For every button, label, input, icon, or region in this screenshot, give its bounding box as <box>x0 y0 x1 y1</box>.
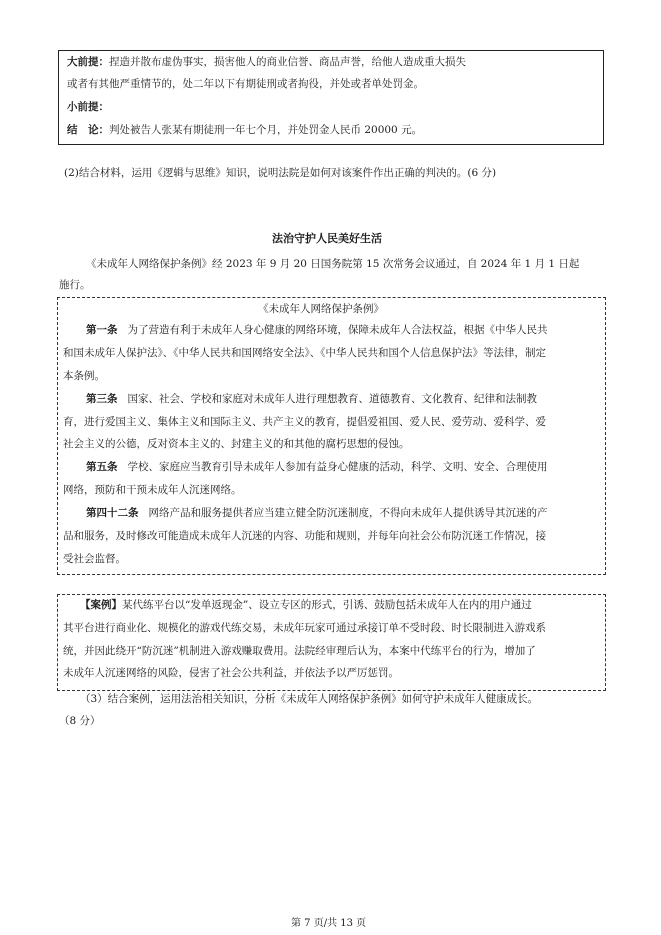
article-5-text-1: 学校、家庭应当教育引导未成年人参加有益身心健康的活动，科学、文明、安全、合理使用 <box>127 461 548 473</box>
case-line4: 未成年人沉迷网络的风险，侵害了社会公共利益，并依法予以严厉惩罚。 <box>63 667 399 679</box>
article-42-label: 第四十二条 <box>86 507 139 519</box>
article-1-text-1: 为了营造有利于未成年人身心健康的网络环境，保障未成年人合法权益，根据《中华人民共 <box>127 324 548 336</box>
case-text-1: 某代练平台以“发单返现金”、设立专区的形式，引诱、鼓励包括未成年人在内的用户通过 <box>122 599 532 611</box>
article-3-text-1: 国家、社会、学校和家庭对未成年人进行理想教育、道德教育、文化教育、纪律和法制教 <box>127 393 538 405</box>
article-5-line2: 网络，预防和干预未成年人沉迷网络。 <box>63 484 242 496</box>
conclusion-line <box>67 123 422 137</box>
article-1-line2: 和国未成年人保护法》、《中华人民共和国网络安全法》、《中华人民共和国个人信息保护法》等法律，制定 <box>63 347 546 359</box>
section-intro-2: 施行。 <box>59 279 91 291</box>
article-3-line2: 育，进行爱国主义、集体主义和国际主义、共产主义的教育，提倡爱祖国、爱人民、爱劳动、爱科学、爱 <box>63 416 546 428</box>
question-3-line2: （8 分） <box>59 715 101 727</box>
major-premise-label: 大前提： <box>67 56 109 68</box>
conclusion-label: 结 论： <box>67 124 109 136</box>
conclusion-text: 判处被告人张某有期徒刑一年七个月，并处罚金人民币 20000 元。 <box>109 124 423 136</box>
case-line1 <box>80 598 532 612</box>
question-3-line1: （3）结合案例，运用法治相关知识，分析《未成年人网络保护条例》如何守护未成年人健康成长。 <box>80 693 539 705</box>
case-label: 【案例】 <box>80 599 122 611</box>
page-footer: 第 7 页/共 13 页 <box>291 918 367 929</box>
article-1-label: 第一条 <box>86 324 118 336</box>
major-premise-line1 <box>67 55 466 69</box>
section-intro-1: 《未成年人网络保护条例》经 2023 年 9 月 20 日国务院第 15 次常务会议通过，自 2024 年 1 月 1 日起 <box>86 258 580 270</box>
regulation-title: 《未成年人网络保护条例》 <box>258 303 384 315</box>
major-premise-text-1: 捏造并散布虚伪事实，损害他人的商业信誉、商品声誉，给他人造成重大损失 <box>109 56 466 68</box>
article-42-text-1: 网络产品和服务提供者应当建立健全防沉迷制度，不得向未成年人提供诱导其沉迷的产 <box>148 507 548 519</box>
article-42-line3: 受社会监督。 <box>63 553 126 565</box>
article-1-line1 <box>86 323 548 337</box>
article-5-line1 <box>86 460 548 474</box>
case-line3: 统，并因此绕开“防沉迷”机制进入游戏赚取费用。法院经审理后认为，本案中代练平台的行为，增加了 <box>63 645 536 657</box>
article-42-line1 <box>86 506 548 520</box>
question-2: (2)结合材料，运用《逻辑与思维》知识，说明法院是如何对该案件作出正确的判决的。(6 分) <box>64 167 497 179</box>
section-title: 法治守护人民美好生活 <box>272 232 382 245</box>
case-line2: 其平台进行商业化、规模化的游戏代练交易，未成年玩家可通过承接订单不受时段、时长限制进入游戏系 <box>63 622 546 634</box>
article-3-line3: 社会主义的公德，反对资本主义的、封建主义的和其他的腐朽思想的侵蚀。 <box>63 438 410 450</box>
minor-premise-label: 小前提： <box>67 101 109 113</box>
major-premise-line2: 或者有其他严重情节的，处二年以下有期徒刑或者拘役，并处或者单处罚金。 <box>67 78 424 90</box>
article-5-label: 第五条 <box>86 461 118 473</box>
article-1-line3: 本条例。 <box>63 370 105 382</box>
article-3-label: 第三条 <box>86 393 118 405</box>
article-42-line2: 品和服务，及时修改可能造成未成年人沉迷的内容、功能和规则，并每年向社会公布防沉迷工作情况，接 <box>63 530 546 542</box>
article-3-line1 <box>86 392 537 406</box>
